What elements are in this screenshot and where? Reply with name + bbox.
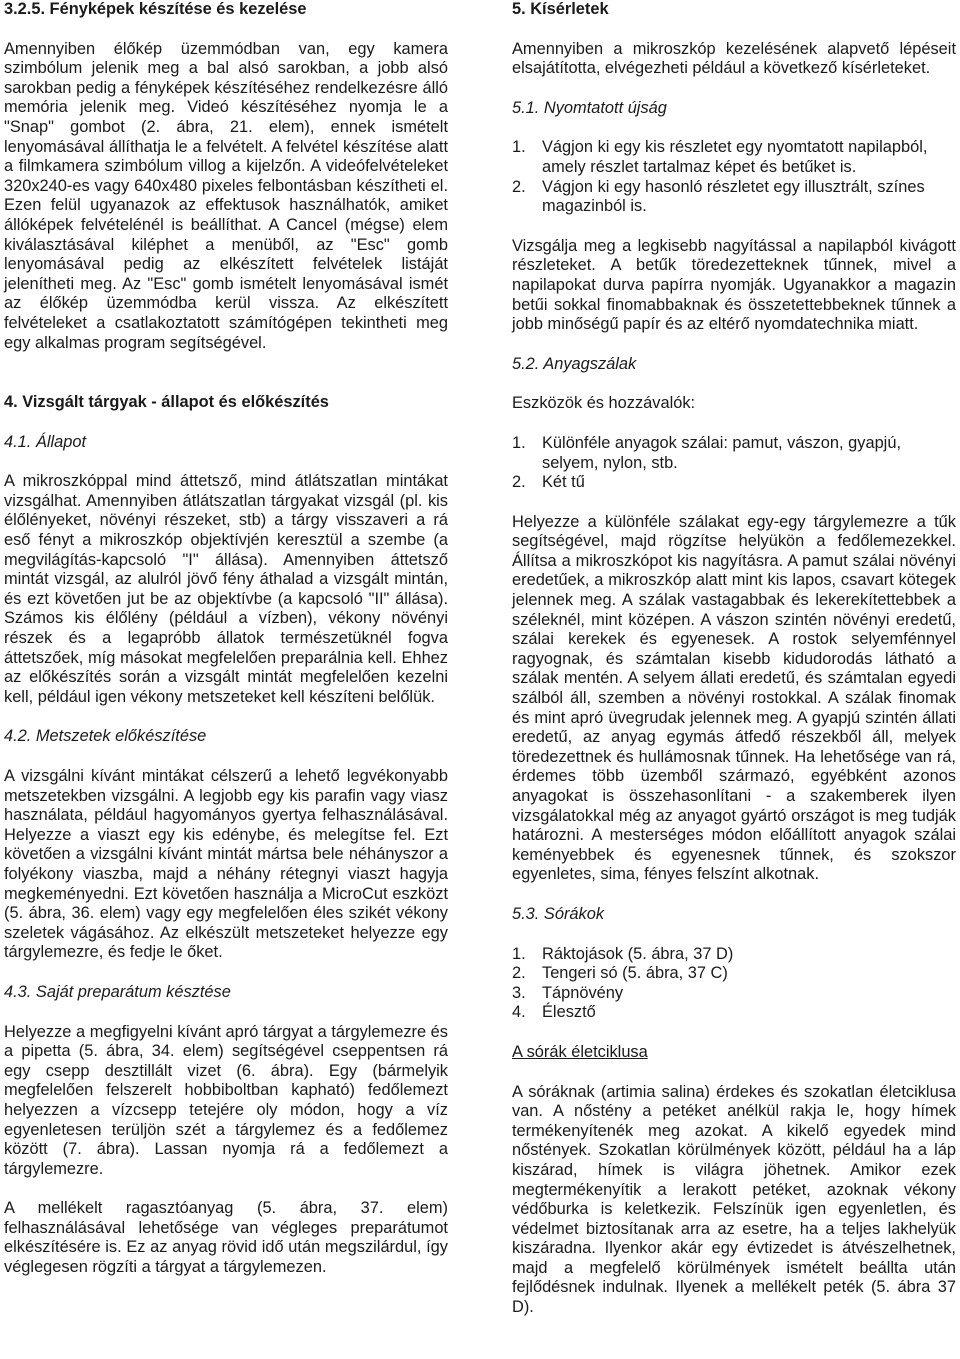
list-item: 2. Két tű [512, 473, 585, 492]
list-5-3 [512, 945, 956, 1023]
list-item: 1. Vágjon ki egy kis részletet egy nyomtatott napilapból, amely részlet tartalmaz képet és betűket is. [512, 138, 928, 176]
list-5-2 [512, 434, 956, 493]
heading-3-2-5: 3.2.5. Fényképek készítése és kezelése [4, 0, 307, 18]
paragraph-5-1: Vizsgálja meg a legkisebb nagyítással a napilapból kivágott részleteket. A betűk töredezetteknek tűnnek, mivel a napilapokat durva papírra nyomják. Ugyanakkor a magazin betűi sokkal finomabbaknak és összetettebbeknek tűnnek a jobb minőségű papír és az eltérő nyomdatechnika miatt. [512, 236, 956, 334]
heading-4: 4. Vizsgált tárgyak - állapot és előkészítés [4, 393, 329, 412]
paragraph-5-2: Helyezze a különféle szálakat egy-egy tárgylemezre a tűk segítségével, majd rögzítse helyükön a fedőlemezekkel. Állítsa a mikroszkópot kis nagyításra. A pamut szálai növényi eredetűek, a mikroszkóp alatt mint kis lapos, csavart kötegek jelennek meg. A szálak vastagabbak és lekerekítettebbek a széleknél, mint középen. A vászon szintén növényi eredetű, szálai kerekek és egyenesek. A rostok selyemfénnyel ragyognak, és számtalan kisebb kidudorodás látható a szálak mentén. A selyem állati eredetű, és számtalan egyedi szálból áll, szemben a növényi rostokkal. A szálak finomak és mint apró üvegrudak jelennek meg. A gyapjú szintén állati eredetű, az anyag egymás átfedő részekből áll, melyek töredezettnek és hullámosnak tűnnek. Ha lehetősége van rá, érdemes több üzemből származó, egyébként azonos anyagokat is összehasonlítani - a szakemberek ilyen vizsgálatokkal még az anyagot gyártó országot is meg tudják határozni. A mesterséges módon előállított anyagok szálai keményebbek és egyenesnek tűnnek, és szokszor egyenletes, sima, fényes felszínt alkotnak. [512, 512, 956, 884]
paragraph-4-2: A vizsgálni kívánt mintákat célszerű a lehető legvékonyabb metszetekben vizsgálni. A legjobb egy kis parafin vagy viasz használata, például hagyományos gyertya felhasználásával. Helyezze a viaszt egy kis edénybe, és melegítse fel. Ezt követően a vizsgálni kívánt mintát mártsa bele néhányszor a folyékony viaszba, majd a néhány rétegnyi viaszt hagyja megkeményedni. Ezt követően használja a MicroCut eszközt (5. ábra, 36. elem) vagy egy megfelelően éles szikét vékony szeletek vágásához. Az elkészült metszeteket helyezze egy tárgylemezre, és fedje le őket. [4, 767, 448, 962]
paragraph-3-2-5: Amennyiben élőkép üzemmódban van, egy kamera szimbólum jelenik meg a bal alsó sarokban, a jobb alsó sarokban pedig a fényképek készítéséhez rendelkezésre álló memória jelenik meg. Videó készítéséhez nyomja le a "Snap" gombot (2. ábra, 21. elem), ennek ismételt lenyomásával állíthatja le a felvételt. A felvétel készítése alatt a filmkamera szimbólum villog a kijelzőn. A videófelvételeket 320x240-es vagy 640x480 pixeles felbontásban készítheti el. Ezen felül ugyanazok az effektusok használhatók, amiket állóképek felvételénél is beállíthat. A Cancel (mégse) elem kiválasztásával kiléphet a menüből, az "Esc" gomb lenyomásával pedig az elkészített felvételek listáját jelenítheti meg. Az "Esc" gomb ismételt lenyomásával ismét az élőkép üzemmódba kerül vissza. Az elkészített felvételeket a csatlakoztatott számítógépen tekintheti meg egy alkalmas program segítségével. [4, 39, 448, 352]
heading-4-2: 4.2. Metszetek előkészítése [4, 727, 207, 746]
list-item: 1. Különféle anyagok szálai: pamut, vászon, gyapjú, selyem, nylon, stb. [512, 433, 901, 472]
list-item: 1. Ráktojások (5. ábra, 37 D) [512, 944, 734, 963]
list-item: 2. Tengeri só (5. ábra, 37 C) [512, 964, 728, 983]
heading-5-2: 5.2. Anyagszálak [512, 354, 637, 373]
paragraph-5-2-intro: Eszközök és hozzávalók: [512, 394, 696, 413]
paragraph-lifecycle: A sóráknak (artimia salina) érdekes és szokatlan életciklusa van. A nőstény a petéket anélkül rakja le, hogy hímek termékenyítenék meg azokat. A kikelő egyedek mind nőstények. Szokatlan körülmények között, például ha a láp kiszárad, hímek is világra jöhetnek. Amikor ezek megtermékenyítik a lerakott petéket, azoknak vékony védőburka is keletkezik. Felszínük igen egyenletlen, és védelmet biztosítanak arra az esetre, ha a teljes lakhelyük kiszáradna. Ilyenkor akár egy évtizedet is átvészelhetnek, majd a megfelelő körülmények ismételt beállta után fejlődésnek indulnak. Ilyenek a mellékelt peték (5. ábra 37 D). [512, 1082, 956, 1317]
list-item: 4. Élesztő [512, 1003, 596, 1022]
left-column [4, 0, 448, 1278]
heading-5-3: 5.3. Sórákok [512, 904, 605, 923]
paragraph-5: Amennyiben a mikroszkóp kezelésének alapvető lépéseit elsajátította, elvégezheti például a következő kísérleteket. [512, 39, 956, 78]
heading-5-1: 5.1. Nyomtatott újság [512, 98, 667, 117]
list-item: 3. Tápnövény [512, 983, 624, 1002]
list-5-1 [512, 138, 956, 216]
paragraph-4-3-a: Helyezze a megfigyelni kívánt apró tárgyat a tárgylemezre és a pipetta (5. ábra, 34. elem) segítségével cseppentsen rá egy csepp desztillált vizet (6. ábra). Egy (bármelyik megfelelően felszerelt hobbiboltban kapható) fedőlemezt helyezzen a vízcsepp tetejére oly módon, hogy a víz egyenletesen terüljön szét a tárgylemez és a fedőlemez között (7. ábra). Lassan nyomja rá a fedőlemezt a tárgylemezre. [4, 1022, 448, 1178]
heading-4-1: 4.1. Állapot [4, 432, 87, 451]
paragraph-4-3-b: A mellékelt ragasztóanyag (5. ábra, 37. elem) felhasználásával lehetősége van végleges preparátumot elkészítésére is. Ez az anyag rövid idő után megszilárdul, így véglegesen rögzíti a tárgyat a tárgylemezen. [4, 1199, 448, 1277]
list-item: 2. Vágjon ki egy hasonló részletet egy illusztrált, színes magazinból is. [512, 177, 925, 216]
heading-5: 5. Kísérletek [512, 0, 609, 18]
heading-lifecycle: A sórák életciklusa [512, 1042, 648, 1061]
paragraph-4-1: A mikroszkóppal mind áttetsző, mind átlátszatlan mintákat vizsgálhat. Amennyiben átlátszatlan tárgyakat vizsgál (pl. kis élőlényeket, növényi részeket, stb) a tárgy visszaveri a rá eső fényt a mikroszkóp objektívjén keresztül a szembe (a megvilágítás-kapcsoló "I" állása). Amennyiben áttetsző mintát vizsgál, az alulról jövő fény áthalad a vizsgált mintán, és ezt követően jut be az objektívbe (a kapcsoló "II" állása). Számos kis élőlény (például a vízben), vékony növényi részek és a legapróbb állatok természetüknél fogva áttetszőek, míg másokat megfelelően preparálnia kell. Ehhez az előkészítés során a vizsgált mintát megfelelően kezelni kell, például igen vékony metszeteket kell készíteni belőlük. [4, 472, 448, 706]
heading-4-3: 4.3. Saját preparátum késztése [4, 982, 231, 1001]
right-column [512, 0, 956, 1318]
